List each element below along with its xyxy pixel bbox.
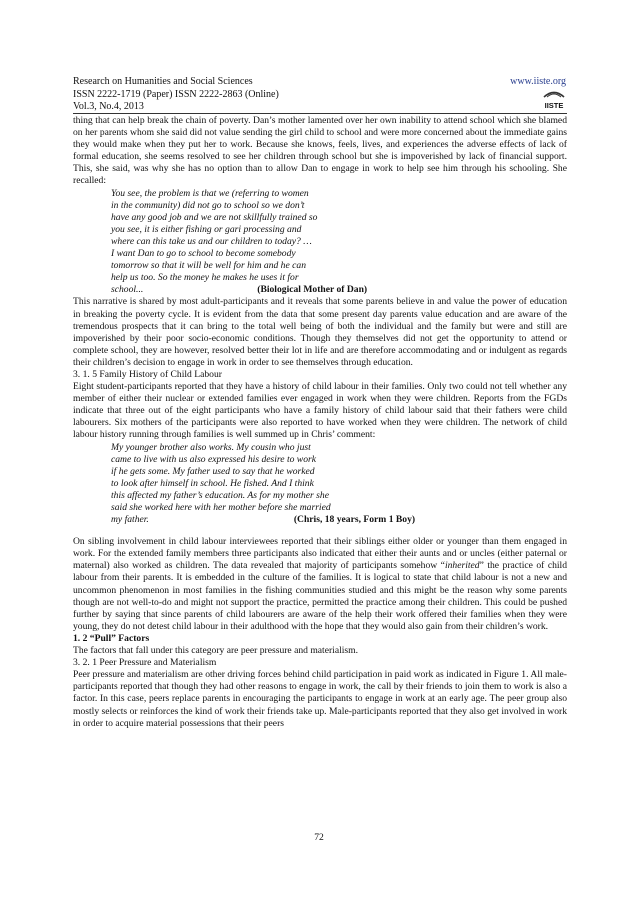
quote-line: I want Dan to go to school to become somebody	[111, 248, 296, 260]
quote-line: this affected my father’s education. As for my mother she	[111, 489, 329, 501]
quote-line: where can this take us and our children to today? …	[111, 235, 312, 247]
header-divider	[73, 113, 567, 114]
quote-last-text: school...	[111, 284, 144, 296]
quote-line: You see, the problem is that we (referring to women	[111, 187, 309, 199]
quote-chris	[111, 442, 567, 527]
paragraph-2: This narrative is shared by most adult-participants and it reveals that some parents believe in and value the power of education in breaking the poverty cycle. It is evident from the data that some present day parents value education and are aware of the tremendous prospects that it can bring to the total well being of both the individual and the family but were and still are impoverished by their poor socio-economic conditions. Though they themselves did not get the opportunity to attend or complete school, they are however, resolved better their lot in life and are therefore accommodating and or indulgent as regards their children’s decision to engage in work in order to see themselves through education.	[73, 296, 567, 368]
quote-attribution: (Chris, 18 years, Form 1 Boy)	[293, 514, 416, 526]
quote-line: to look after himself in school. He fished. And I think	[111, 477, 314, 489]
spacer	[73, 526, 567, 536]
quote-line-last	[111, 514, 567, 526]
emphasis-inherited: inherited	[444, 560, 480, 572]
journal-title: Research on Humanities and Social Sciences	[73, 76, 253, 87]
journal-url-link[interactable]: www.iiste.org	[510, 76, 566, 87]
quote-line: help us too. So the money he makes he uses it for	[111, 272, 299, 284]
paragraph-1: thing that can help break the chain of poverty. Dan’s mother lamented over her own inability to attend school which she blamed on her parents whom she said did not value sending the girl child to school and were more concerned about the immediate gains they would make when they put her to work. Because she knows, feels, lives, and experiences the adverse effects of lack of formal education, she seems resolved to see her children through school but she is impoverished by lack of financial support. This, she said, was why she has no option than to allow Dan to engage in work to help see him through his schooling. She recalled:	[73, 115, 567, 187]
quote-biological-mother	[111, 188, 567, 297]
section-heading-family-history: 3. 1. 5 Family History of Child Labour	[73, 368, 222, 380]
page-number: 72	[314, 832, 324, 843]
section-heading-pull-factors: 1. 2 “Pull” Factors	[73, 632, 150, 644]
quote-line: in the community) did not go to school so we don’t	[111, 199, 305, 211]
paragraph-6: Peer pressure and materialism are other driving forces behind child participation in paid work as indicated in Figure 1. All male-participants reported that though they had other reasons to engage in work, the call by their friends to join them to work is also a factor. In this case, peers replace parents in encouraging the participants to engage in work at an early age. The peer group also mostly selects or reinforces the kind of work their friends take up. Male-participants reported that they also get involved in work in order to acquire material possessions that their peers	[73, 669, 567, 729]
iiste-logo-icon	[542, 88, 566, 110]
paragraph-5: The factors that fall under this category are peer pressure and materialism.	[73, 645, 359, 657]
volume-line: Vol.3, No.4, 2013	[73, 101, 144, 112]
quote-line: you see, it is either fishing or gari processing and	[111, 223, 302, 235]
quote-line-last	[111, 284, 567, 296]
section-heading-peer-pressure: 3. 2. 1 Peer Pressure and Materialism	[73, 657, 217, 669]
quote-line: came to live with us also expressed his desire to work	[111, 453, 316, 465]
article-body	[73, 115, 567, 730]
quote-attribution: (Biological Mother of Dan)	[257, 284, 368, 296]
quote-line: have any good job and we are not skillfully trained so	[111, 211, 318, 223]
quote-line: said she worked here with her mother before she married	[111, 502, 331, 513]
quote-line: tomorrow so that it will be well for him and he can	[111, 260, 306, 272]
paragraph-3: Eight student-participants reported that they have a history of child labour in their families. Only two could not tell whether any member of either their nuclear or extended families ever engaged in work when they were children. Reports from the FGDs indicate that three out of the eight participants who have a family history of child labour said that their fathers were child labourers. Six mothers of the participants were also reported to have worked when they were children. The network of child labour history running through families is well summed up in Chris’ comment:	[73, 381, 567, 441]
quote-line: My younger brother also works. My cousin who just	[111, 441, 311, 453]
paragraph-4: On sibling involvement in child labour interviewees reported that their siblings either older or younger than them engaged in work. For the extended family members three participants also indicated that either their aunts and or uncles (either paternal or maternal) also worked as children. The data revealed that majority of participants somehow “inherited” the practice of child labour from their parents. It is embedded in the culture of the families. It is logical to state that child labour is not a new and uncommon phenomenon in most families in the fishing communities studied and this might be the reason why some parents though are not well-to-do and might not support the practice, permitted the practice among their children. This could be pushed further by saying that since parents of child labourers are aware of the help their work offered their families when they were young, they do not detest child labour in their adulthood with the hope that they would also gain from their children’s work.	[73, 536, 568, 632]
quote-last-text: my father.	[111, 514, 149, 526]
quote-line: if he gets some. My father used to say that he worked	[111, 465, 315, 477]
issn-line: ISSN 2222-1719 (Paper) ISSN 2222-2863 (Online)	[73, 88, 279, 100]
logo-text: IISTE	[544, 101, 564, 110]
